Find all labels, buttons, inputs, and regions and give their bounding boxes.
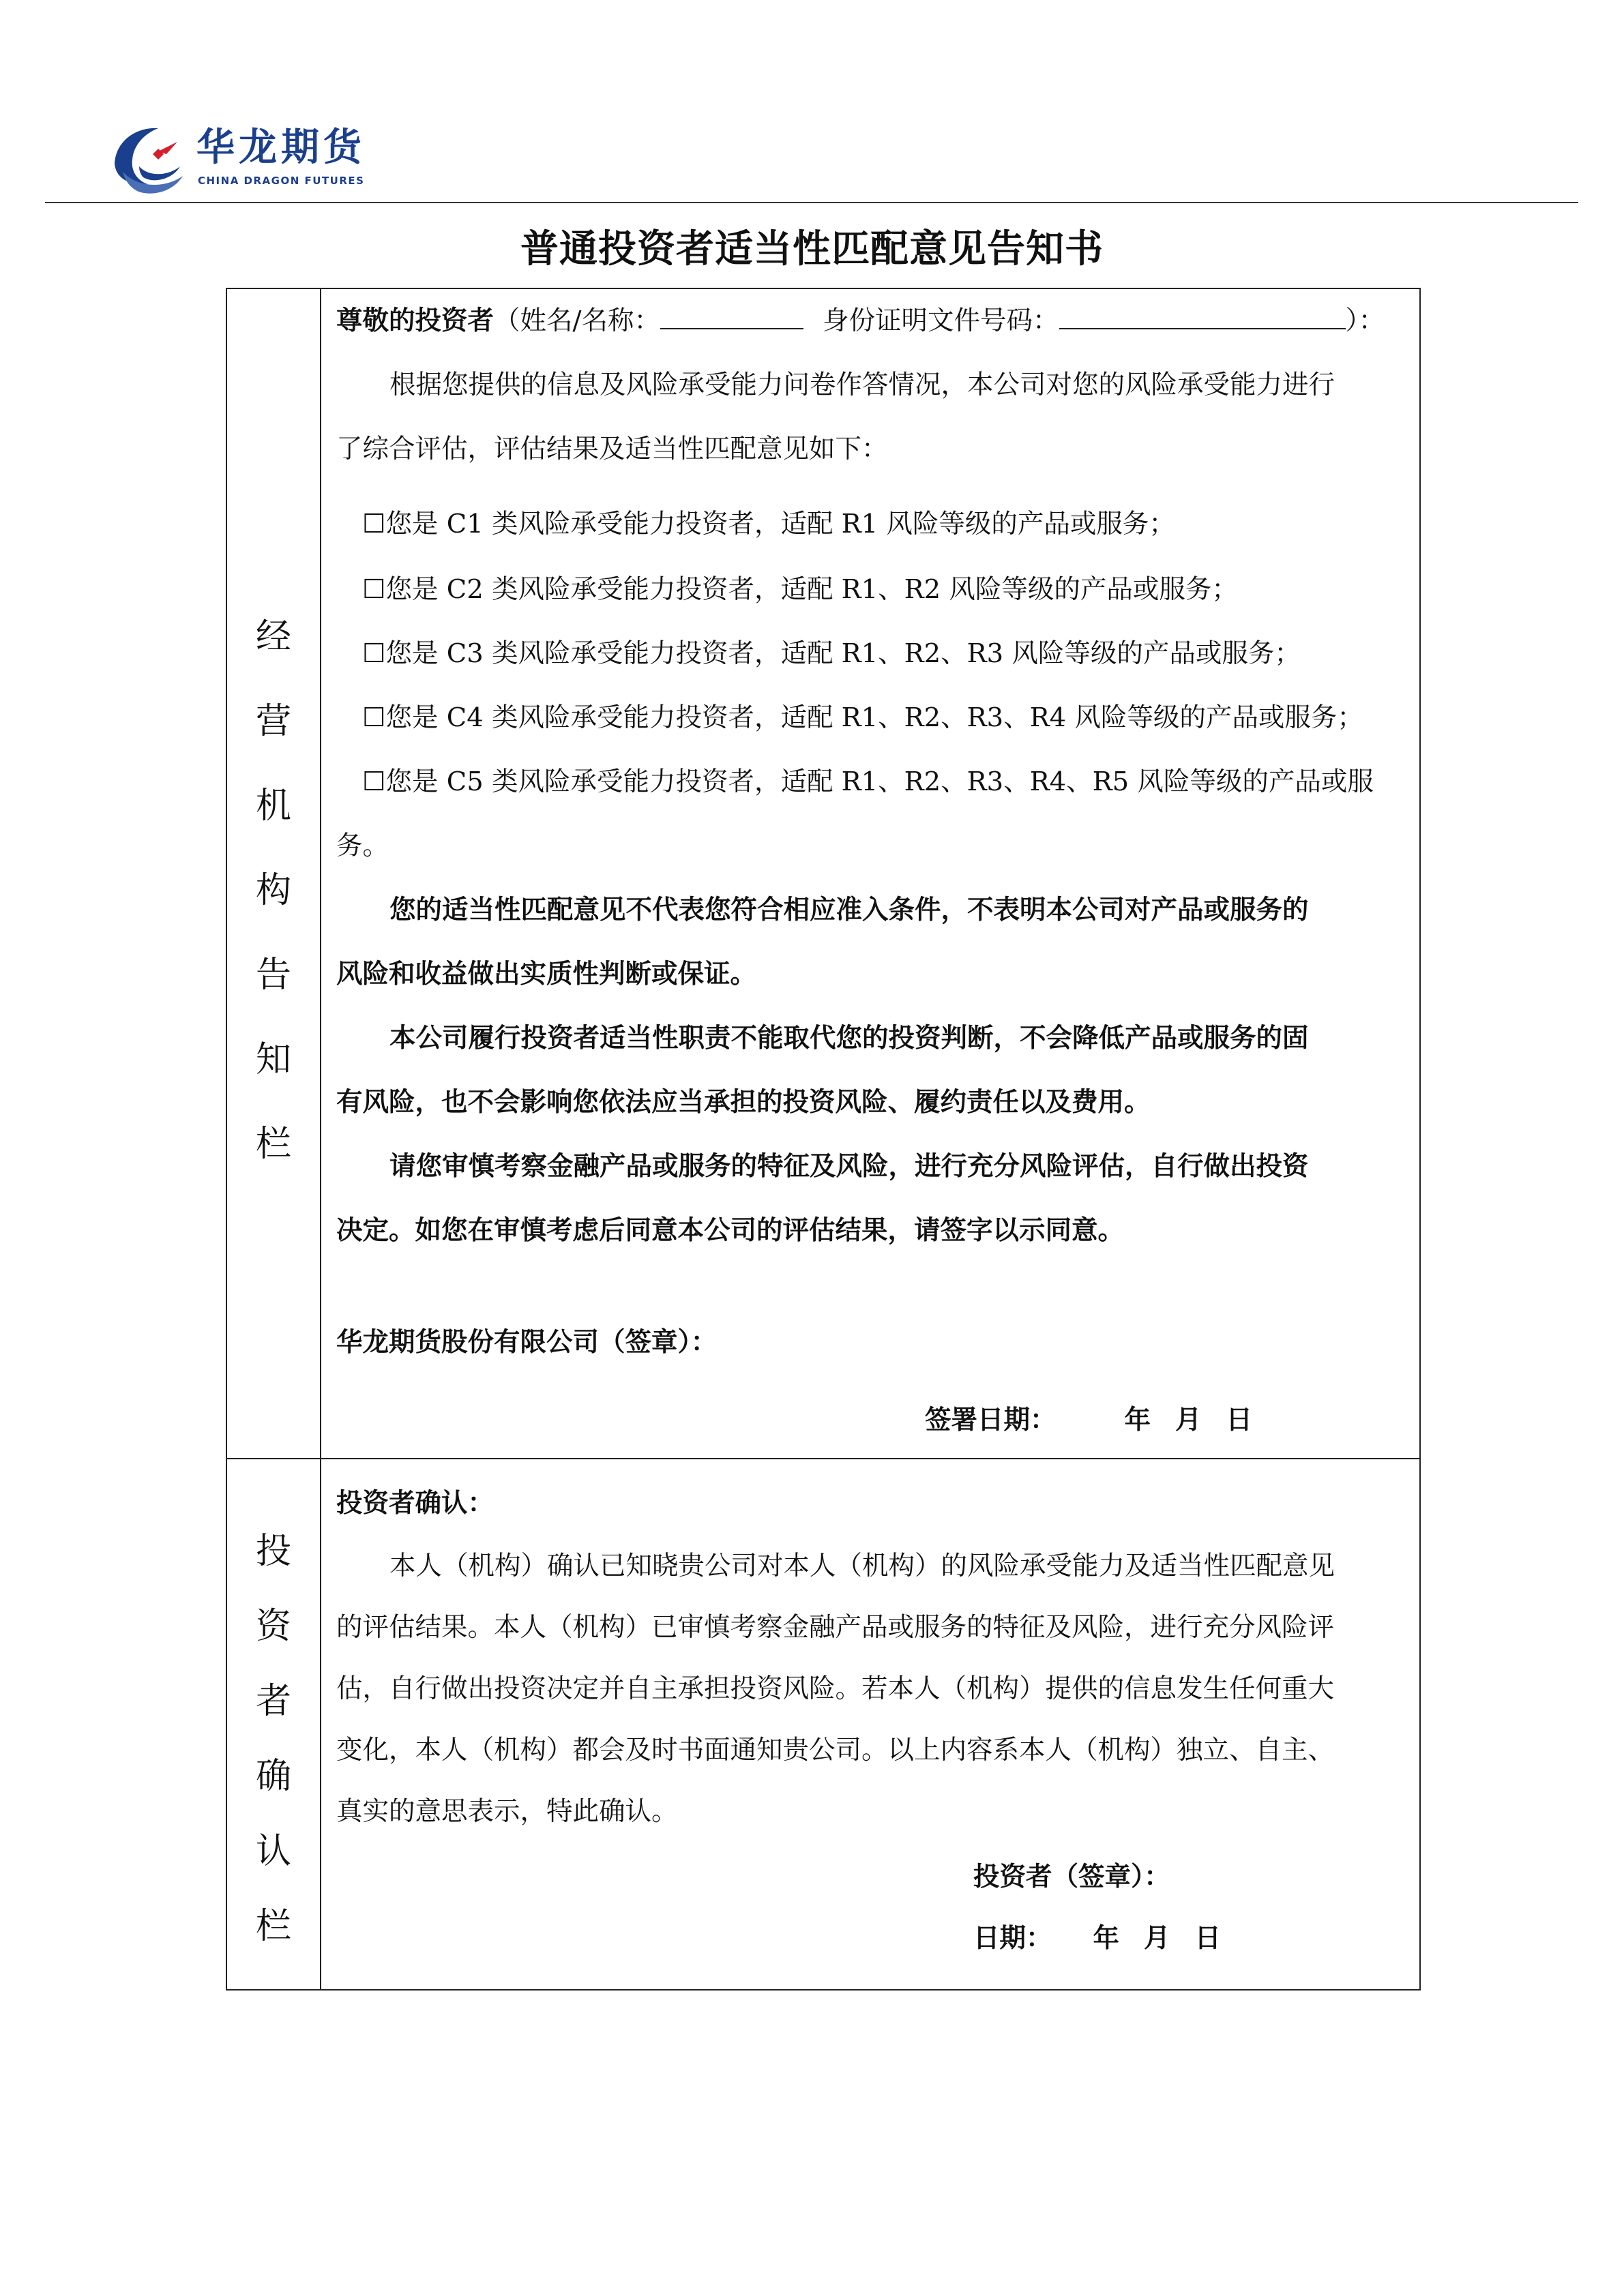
investor-confirmation-label-cell: [227, 1459, 321, 1989]
company-signature-label: 华龙期货股份有限公司（签章）：: [336, 1327, 718, 1358]
investor-date-label: 日期：: [973, 1923, 1052, 1954]
option-c2: [362, 573, 1238, 607]
label-char: 确: [255, 1756, 291, 1797]
option-c2-text: 您是 C2 类风险承受能力投资者，适配 R1、R2 风险等级的产品或服务；: [385, 574, 1238, 605]
option-c4-text: 您是 C4 类风险承受能力投资者，适配 R1、R2、R3、R4 风险等级的产品或服务；: [385, 702, 1363, 733]
confirmation-line-2: 的评估结果。本人（机构）已审慎考察金融产品或服务的特征及风险，进行充分风险评: [336, 1612, 1335, 1643]
para3-line1: 请您审慎考察金融产品或服务的特征及风险，进行充分风险评估，自行做出投资: [389, 1151, 1309, 1182]
company-logo: [109, 121, 491, 196]
label-char: 栏: [255, 1124, 291, 1165]
para2-line2: 有风险，也不会影响您依法应当承担的投资风险、履约责任以及费用。: [336, 1087, 1151, 1118]
para1-line1: 您的适当性匹配意见不代表您符合相应准入条件，不表明本公司对产品或服务的: [389, 895, 1309, 925]
confirmation-line-1: 本人（机构）确认已知晓贵公司对本人（机构）的风险承受能力及适当性匹配意见: [389, 1551, 1335, 1581]
para2-line1: 本公司履行投资者适当性职责不能取代您的投资判断，不会降低产品或服务的固: [389, 1023, 1309, 1054]
intro-line-2: 了综合评估，评估结果及适当性匹配意见如下：: [336, 434, 888, 464]
confirmation-line-3: 估，自行做出投资决定并自主承担投资风险。若本人（机构）提供的信息发生任何重大: [336, 1673, 1335, 1704]
investor-signature-label: 投资者（签章）：: [973, 1862, 1170, 1892]
para1-line2: 风险和收益做出实质性判断或保证。: [336, 959, 757, 989]
option-c5: [362, 765, 1374, 799]
greeting-name-prefix: （姓名/名称：: [494, 305, 660, 336]
intro-line-1: 根据您提供的信息及风险承受能力问卷作答情况，本公司对您的风险承受能力进行: [389, 370, 1335, 400]
institution-notice-label-cell: [227, 289, 321, 1458]
checkbox-icon[interactable]: ☐: [362, 638, 386, 669]
option-c5-wrap: 务。: [336, 831, 389, 861]
option-c1: [362, 507, 1175, 541]
sign-month: 月: [1175, 1405, 1202, 1435]
dragon-logo-icon: [109, 121, 190, 196]
label-char: 营: [255, 701, 291, 742]
label-char: 资: [255, 1606, 291, 1647]
investor-confirmation-section: [227, 1459, 1419, 1989]
checkbox-icon[interactable]: ☐: [362, 702, 386, 733]
institution-notice-vertical-label: [227, 595, 320, 1187]
label-char: 经: [255, 616, 291, 657]
confirmation-heading: 投资者确认：: [336, 1488, 494, 1519]
checkbox-icon[interactable]: ☐: [362, 509, 386, 539]
investor-year: 年: [1093, 1923, 1120, 1954]
option-c3-text: 您是 C3 类风险承受能力投资者，适配 R1、R2、R3 风险等级的产品或服务；: [385, 638, 1301, 669]
institution-notice-content: [321, 289, 1419, 1458]
confirmation-line-4: 变化，本人（机构）都会及时书面通知贵公司。以上内容系本人（机构）独立、自主、: [336, 1735, 1335, 1765]
logo-chinese-text: 华龙期货: [196, 125, 366, 170]
greeting-bold: 尊敬的投资者: [336, 305, 494, 336]
label-char: 者: [255, 1681, 291, 1722]
sign-date-line: [925, 1403, 1252, 1437]
option-c1-text: 您是 C1 类风险承受能力投资者，适配 R1 风险等级的产品或服务；: [385, 509, 1175, 539]
greeting-id-label: 身份证明文件号码：: [823, 305, 1059, 336]
confirmation-line-5: 真实的意思表示，特此确认。: [336, 1796, 678, 1827]
label-char: 告: [255, 955, 291, 996]
investor-name-field[interactable]: [660, 305, 803, 329]
checkbox-icon[interactable]: ☐: [362, 574, 386, 605]
sign-day: 日: [1226, 1405, 1253, 1435]
document-title: 普通投资者适当性匹配意见告知书: [520, 226, 1104, 271]
notice-form-table: [226, 288, 1421, 1991]
label-char: 认: [255, 1831, 291, 1872]
investor-confirmation-vertical-label: [227, 1514, 320, 1964]
investor-date-line: [973, 1922, 1221, 1956]
investor-day: 日: [1194, 1923, 1222, 1954]
investor-month: 月: [1144, 1923, 1170, 1954]
checkbox-icon[interactable]: ☐: [362, 766, 386, 797]
sign-year: 年: [1124, 1405, 1151, 1435]
logo-english-text: CHINA DRAGON FUTURES: [198, 175, 365, 187]
header-divider: [45, 202, 1578, 203]
investor-confirmation-content: [321, 1459, 1419, 1989]
greeting-end: ）：: [1345, 305, 1385, 336]
label-char: 知: [255, 1039, 291, 1080]
institution-notice-section: [227, 289, 1419, 1459]
label-char: 机: [255, 786, 291, 826]
option-c3: [362, 637, 1301, 671]
sign-date-label: 签署日期：: [925, 1405, 1057, 1435]
label-char: 投: [255, 1531, 291, 1572]
label-char: 栏: [255, 1906, 291, 1947]
option-c5-text: 您是 C5 类风险承受能力投资者，适配 R1、R2、R3、R4、R5 风险等级的产品或服: [385, 766, 1374, 797]
id-number-field[interactable]: [1059, 305, 1346, 329]
greeting-line: [336, 304, 1385, 338]
para3-line2: 决定。如您在审慎考虑后同意本公司的评估结果，请签字以示同意。: [336, 1215, 1125, 1246]
label-char: 构: [255, 870, 291, 911]
option-c4: [362, 701, 1363, 735]
